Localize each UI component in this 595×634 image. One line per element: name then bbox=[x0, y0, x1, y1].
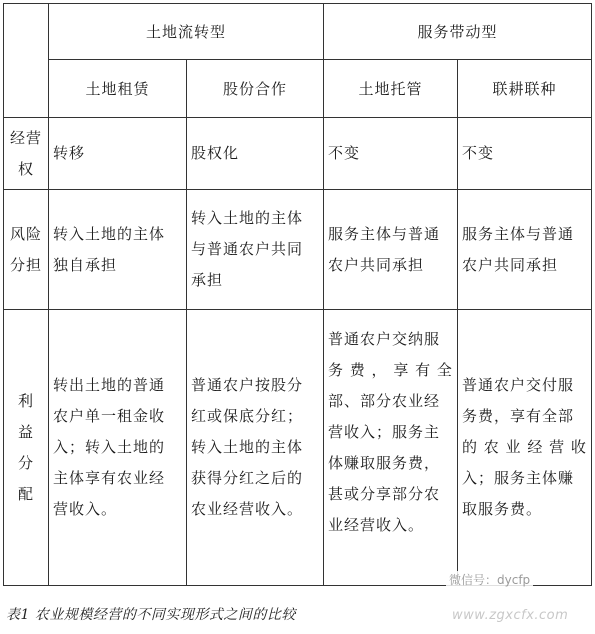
table-cell: 普通农户交付服 务费，享有全部 的 农 业 经 营 收 入；服务主体赚 取服务费。 bbox=[458, 310, 592, 586]
table-row bbox=[4, 190, 592, 310]
group-header-row bbox=[4, 4, 592, 60]
table-cell: 股权化 bbox=[187, 118, 324, 190]
table-row bbox=[4, 118, 592, 190]
table-cell: 服务主体与普通 农户共同承担 bbox=[458, 190, 592, 310]
group-header-service-driven: 服务带动型 bbox=[324, 4, 592, 60]
table-cell: 转出土地的普通 农户单一租金收 入；转入土地的 主体享有农业经 营收入。 bbox=[49, 310, 187, 586]
row-header-management-right: 经营 权 bbox=[4, 118, 49, 190]
column-header-share-cooperation: 股份合作 bbox=[187, 60, 324, 118]
table-cell: 转入土地的主体 独自承担 bbox=[49, 190, 187, 310]
column-header-row bbox=[4, 60, 592, 118]
row-header-risk-sharing: 风险 分担 bbox=[4, 190, 49, 310]
table-cell: 转移 bbox=[49, 118, 187, 190]
watermark-account: 微信号：dycfp bbox=[446, 571, 533, 588]
table-cell: 不变 bbox=[458, 118, 592, 190]
table-row bbox=[4, 310, 592, 586]
column-header-land-trusteeship: 土地托管 bbox=[324, 60, 458, 118]
table-cell: 普通农户按股分 红或保底分红； 转入土地的主体 获得分红之后的 农业经营收入。 bbox=[187, 310, 324, 586]
table-cell: 普通农户交纳服 务 费 ， 享 有 全 部、部分农业经 营收入；服务主 体赚取服务费， 甚或分享部分农 业经营收入。 bbox=[324, 310, 458, 586]
corner-cell bbox=[4, 4, 49, 118]
table-cell: 不变 bbox=[324, 118, 458, 190]
table-cell: 服务主体与普通 农户共同承担 bbox=[324, 190, 458, 310]
column-header-joint-farming: 联耕联种 bbox=[458, 60, 592, 118]
watermark-site: www.zgxcfx.com bbox=[452, 608, 569, 623]
column-header-land-lease: 土地租赁 bbox=[49, 60, 187, 118]
table-cell: 转入土地的主体 与普通农户共同 承担 bbox=[187, 190, 324, 310]
row-header-benefit-distribution: 利 益 分 配 bbox=[4, 310, 49, 586]
group-header-land-transfer: 土地流转型 bbox=[49, 4, 324, 60]
table-caption: 表1 农业规模经营的不同实现形式之间的比较 bbox=[6, 607, 296, 623]
comparison-table bbox=[3, 3, 592, 586]
